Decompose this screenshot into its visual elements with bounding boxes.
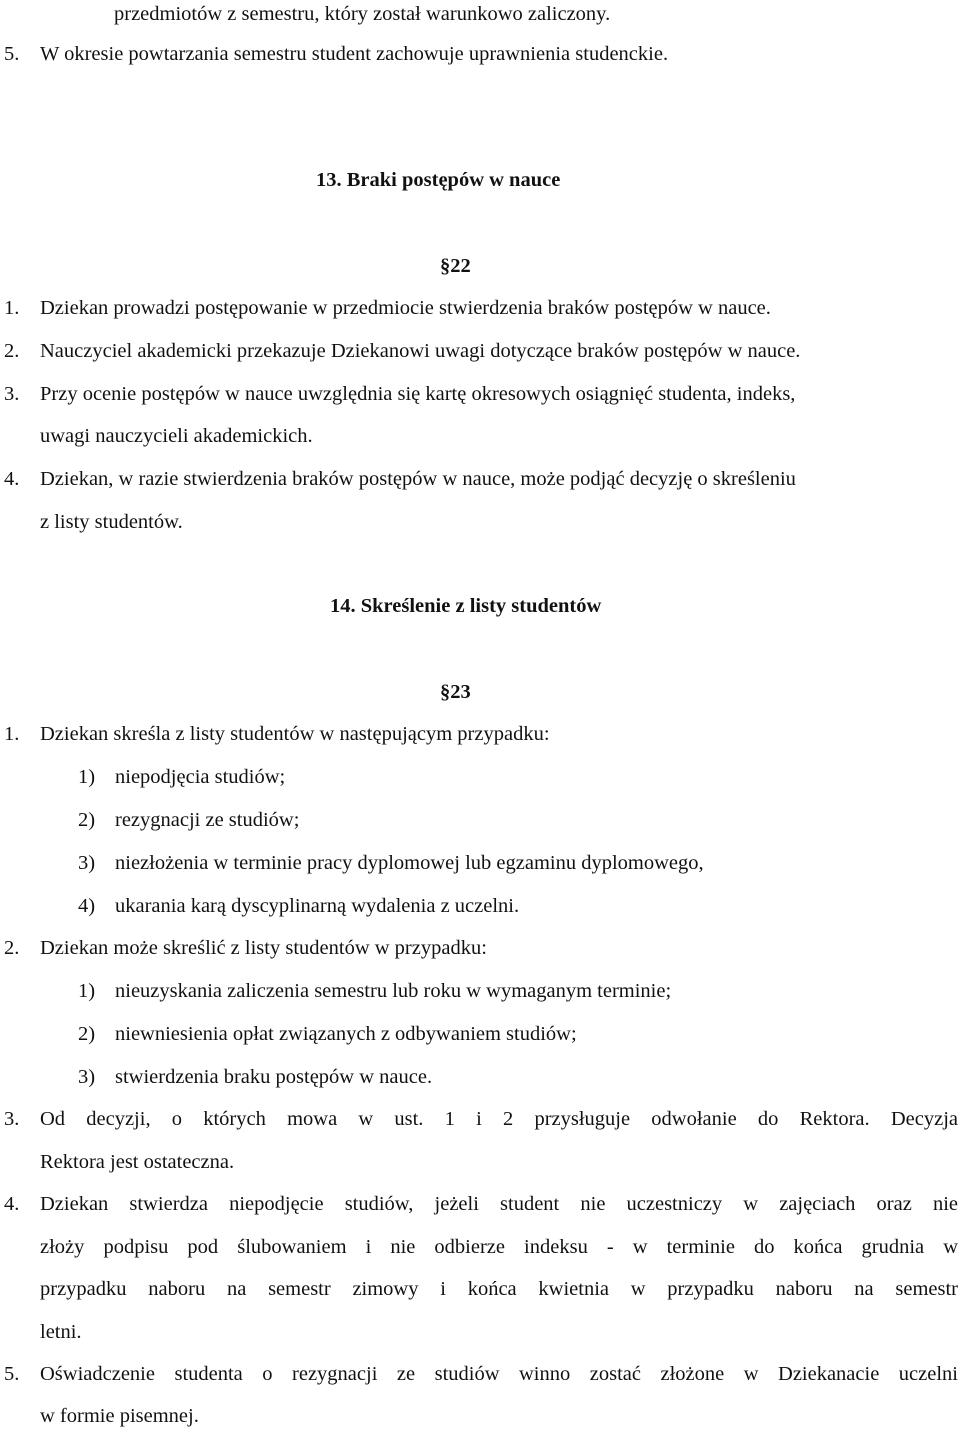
item-text-continued: złoży podpisu pod ślubowaniem i nie odbierze indeksu - w terminie do końca grudnia w <box>40 1236 958 1258</box>
item-number: 4. <box>4 468 20 490</box>
subitem-text: stwierdzenia braku postępów w nauce. <box>115 1066 433 1088</box>
item-text: Dziekan, w razie stwierdzenia braków postępów w nauce, może podjąć decyzję o skreśleniu <box>40 468 796 490</box>
item-number: 1. <box>4 297 20 319</box>
item-text: Dziekan może skreślić z listy studentów w przypadku: <box>40 937 487 959</box>
item-number: 4. <box>4 1193 20 1215</box>
subitem-text: niezłożenia w terminie pracy dyplomowej lub egzaminu dyplomowego, <box>115 852 704 874</box>
paragraph-number: §23 <box>440 681 471 703</box>
subitem-text: niewniesienia opłat związanych z odbywaniem studiów; <box>115 1023 577 1045</box>
subitem-text: niepodjęcia studiów; <box>115 766 286 788</box>
item-text: Dziekan stwierdza niepodjęcie studiów, jeżeli student nie uczestniczy w zajęciach oraz nie <box>40 1193 958 1215</box>
subitem-number: 1) <box>78 980 96 1002</box>
subitem-text: nieuzyskania zaliczenia semestru lub roku w wymaganym terminie; <box>115 980 672 1002</box>
item-text: Nauczyciel akademicki przekazuje Dziekanowi uwagi dotyczące braków postępów w nauce. <box>40 340 801 362</box>
item-text-continued: Rektora jest ostateczna. <box>40 1151 235 1173</box>
item-number: 2. <box>4 937 20 959</box>
paragraph-number: §22 <box>440 255 471 277</box>
subitem-number: 3) <box>78 1066 96 1088</box>
item-number: 5. <box>4 1363 20 1385</box>
item-text: Od decyzji, o których mowa w ust. 1 i 2 przysługuje odwołanie do Rektora. Decyzja <box>40 1108 958 1130</box>
subitem-number: 4) <box>78 895 96 917</box>
item-text-continued: letni. <box>40 1321 82 1343</box>
subitem-text: rezygnacji ze studiów; <box>115 809 300 831</box>
item-text: Przy ocenie postępów w nauce uwzględnia się kartę okresowych osiągnięć studenta, indeks, <box>40 383 796 405</box>
item-text-continued: z listy studentów. <box>40 511 183 533</box>
section-heading: 13. Braki postępów w nauce <box>316 169 561 191</box>
fragment-line: przedmiotów z semestru, który został warunkowo zaliczony. <box>114 3 611 25</box>
item-text: Dziekan skreśla z listy studentów w następującym przypadku: <box>40 723 550 745</box>
section-heading: 14. Skreślenie z listy studentów <box>330 595 602 617</box>
item-number: 2. <box>4 340 20 362</box>
item-number: 1. <box>4 723 20 745</box>
subitem-text: ukarania karą dyscyplinarną wydalenia z uczelni. <box>115 895 520 917</box>
item-text: W okresie powtarzania semestru student zachowuje uprawnienia studenckie. <box>40 43 669 65</box>
item-text-continued: w formie pisemnej. <box>40 1405 199 1427</box>
item-number: 3. <box>4 383 20 405</box>
subitem-number: 2) <box>78 1023 96 1045</box>
subitem-number: 3) <box>78 852 96 874</box>
subitem-number: 1) <box>78 766 96 788</box>
item-text: Oświadczenie studenta o rezygnacji ze studiów winno zostać złożone w Dziekanacie uczelni <box>40 1363 958 1385</box>
item-number: 3. <box>4 1108 20 1130</box>
subitem-number: 2) <box>78 809 96 831</box>
item-text-continued: uwagi nauczycieli akademickich. <box>40 425 313 447</box>
item-text: Dziekan prowadzi postępowanie w przedmiocie stwierdzenia braków postępów w nauce. <box>40 297 771 319</box>
item-text-continued: przypadku naboru na semestr zimowy i końca kwietnia w przypadku naboru na semestr <box>40 1278 958 1300</box>
item-number: 5. <box>4 43 20 65</box>
